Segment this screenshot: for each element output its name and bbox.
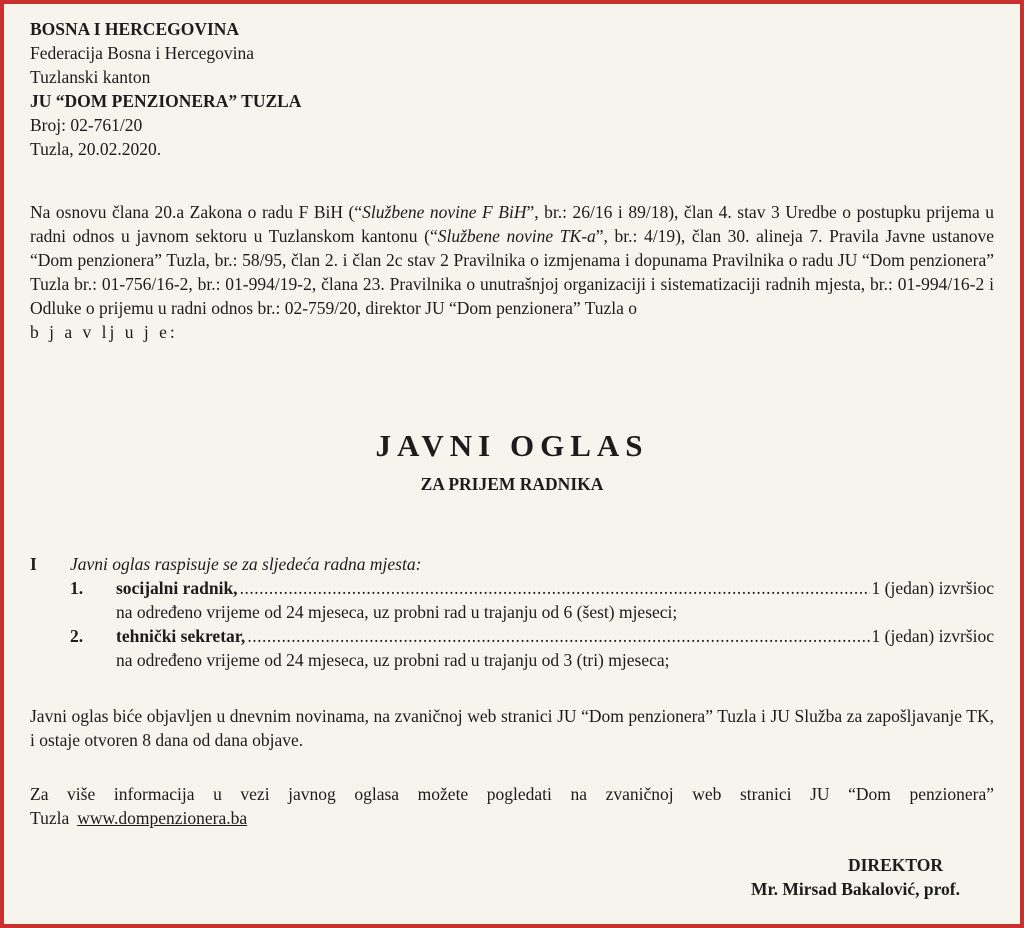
announcement-subtitle: ZA PRIJEM RADNIKA: [420, 474, 604, 494]
info-text: Za više informacija u vezi javnog oglasa možete pogledati na zvaničnoj web stranici JU “Dom penzionera” Tuzla: [30, 784, 994, 828]
letterhead: [30, 17, 994, 161]
intro-italic-2: Službene novine TK-a: [437, 226, 596, 246]
position-number: 1.: [70, 578, 84, 598]
position-item: [70, 624, 994, 672]
signature-block: [751, 853, 960, 901]
country-name: BOSNA I HERCEGOVINA: [30, 19, 240, 39]
intro-text-3: ”, br.: 4/19), član 30. alineja 7. Pravila Javne ustanove “Dom penzionera” Tuzla, br.: 58/95, član 2. i član 2c stav 2 Pravilnika o izmjenama i dopunama Pravilnika o radu JU “Dom penzionera” Tuzla br.: 01-756/16-2, br.: 01-994/19-2, člana 23. Pravilnika o unutrašnjoj organizaciji i sistematizaciji radnih mjesta, br.: 01-994/16-2 i Odluke o prijemu u radni odnos br.: 02-759/20, direktor JU “Dom penzionera” Tuzla o: [30, 226, 994, 318]
legal-basis-paragraph: [30, 200, 994, 344]
document-number: Broj: 02-761/20: [30, 115, 143, 135]
website-link[interactable]: www.dompenzionera.ba: [77, 808, 248, 828]
publication-text: Javni oglas biće objavljen u dnevnim novinama, na zvaničnoj web stranici JU “Dom penzionera” Tuzla i JU Služba za zapošljavanje TK, i ostaje otvoren 8 dana od dana objave.: [30, 706, 994, 750]
institution-name: JU “DOM PENZIONERA” TUZLA: [30, 91, 302, 111]
intro-text-2: ”, br.: 26/16 i 89/18), član 4. stav 3 Uredbe o postupku prijema u radni odnos u javnom sektoru u Tuzlanskom kantonu (“: [30, 202, 995, 246]
place-date: Tuzla, 20.02.2020.: [30, 139, 162, 159]
federation-name: Federacija Bosna i Hercegovina: [30, 43, 255, 63]
info-paragraph: [30, 782, 994, 830]
positions-section: [30, 552, 994, 672]
intro-italic-1: Službene novine F BiH: [362, 202, 527, 222]
canton-name: Tuzlanski kanton: [30, 67, 151, 87]
signature-title: DIREKTOR: [847, 855, 943, 875]
position-description: na određeno vrijeme od 24 mjeseca, uz probni rad u trajanju od 6 (šest) mjeseci;: [116, 602, 678, 622]
dot-leader: [247, 624, 869, 648]
publication-paragraph: [30, 704, 994, 752]
signature-name: Mr. Mirsad Bakalović, prof.: [750, 879, 960, 899]
position-title: socijalni radnik,: [116, 578, 238, 598]
position-item: [70, 576, 994, 624]
dot-leader: [240, 576, 870, 600]
intro-text-1: Na osnovu člana 20.a Zakona o radu F BiH (“: [30, 202, 363, 222]
position-description: na određeno vrijeme od 24 mjeseca, uz probni rad u trajanju od 3 (tri) mjeseca;: [116, 650, 670, 670]
section-number: I: [30, 554, 37, 574]
section-heading: Javni oglas raspisuje se za sljedeća radna mjesta:: [70, 554, 422, 574]
position-title: tehnički sekretar,: [116, 626, 246, 646]
announcement-title: JAVNI OGLAS: [375, 428, 649, 463]
position-count: 1 (jedan) izvršioc: [871, 626, 994, 646]
position-number: 2.: [70, 626, 84, 646]
position-count: 1 (jedan) izvršioc: [871, 578, 994, 598]
announces-line: b j a v lj u j e:: [30, 322, 178, 342]
